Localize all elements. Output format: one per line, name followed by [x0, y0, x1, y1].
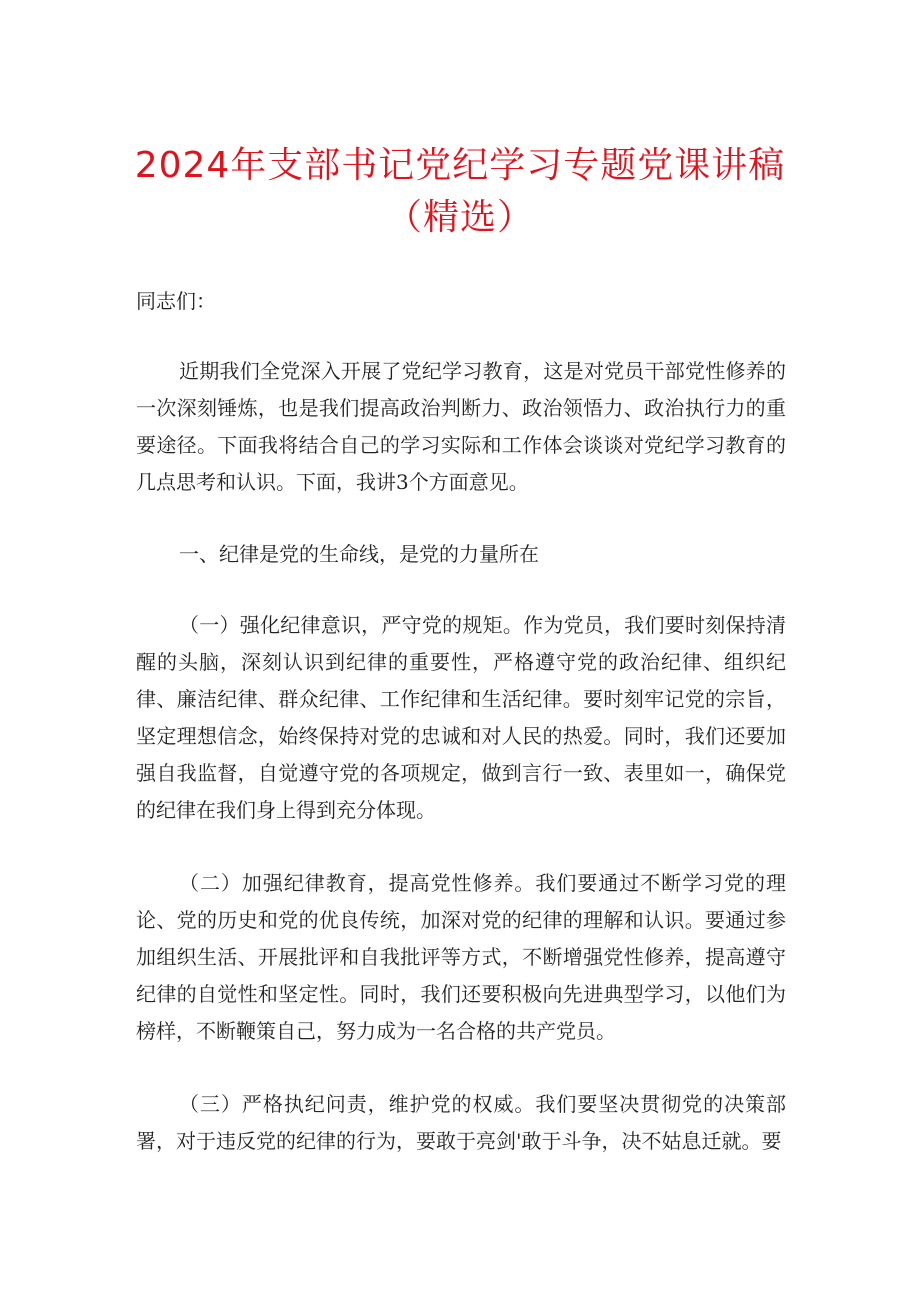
section-heading-1: 一、纪律是党的生命线，是党的力量所在 — [179, 542, 539, 566]
section1-paragraph-1: （一）强化纪律意识，严守党的规矩。作为党员，我们要时刻保持清醒的头脑，深刻认识到纪律的重要性，严格遵守党的政治纪律、组织纪律、廉洁纪律、群众纪律、工作纪律和生活纪律。要时刻牢记党的宗旨，坚定理想信念，始终保持对党的忠诚和对人民的热爱。同时，我们还要加强自我监督，自觉遵守党的各项规定，做到言行一致、表里如一，确保党的纪律在我们身上得到充分体现。 — [136, 613, 786, 822]
section1-paragraph-2: （二）加强纪律教育，提高党性修养。我们要通过不断学习党的理论、党的历史和党的优良传统，加深对党的纪律的理解和认识。要通过参加组织生活、开展批评和自我批评等方式，不断增强党性修养，提高遵守纪律的自觉性和坚定性。同时，我们还要积极向先进典型学习，以他们为榜样，不断鞭策自己，努力成为一名合格的共产党员。 — [136, 871, 786, 1043]
section1-paragraph-3: （三）严格执纪问责，维护党的权威。我们要坚决贯彻党的决策部署，对于违反党的纪律的行为，要敢于亮剑'敢于斗争，决不姑息迁就。要 — [136, 1092, 786, 1153]
salutation: 同志们： — [136, 289, 216, 313]
intro-paragraph: 近期我们全党深入开展了党纪学习教育，这是对党员干部党性修养的一次深刻锤炼，也是我们提高政治判断力、政治领悟力、政治执行力的重要途径。下面我将结合自己的学习实际和工作体会谈谈对党纪学习教育的几点思考和认识。下面，我讲3个方面意见。 — [136, 359, 786, 494]
document-title — [0, 140, 920, 244]
title-line-1: 2024年支部书记党纪学习专题党课讲稿 — [134, 145, 786, 186]
title-line-2: （精选） — [385, 197, 534, 238]
